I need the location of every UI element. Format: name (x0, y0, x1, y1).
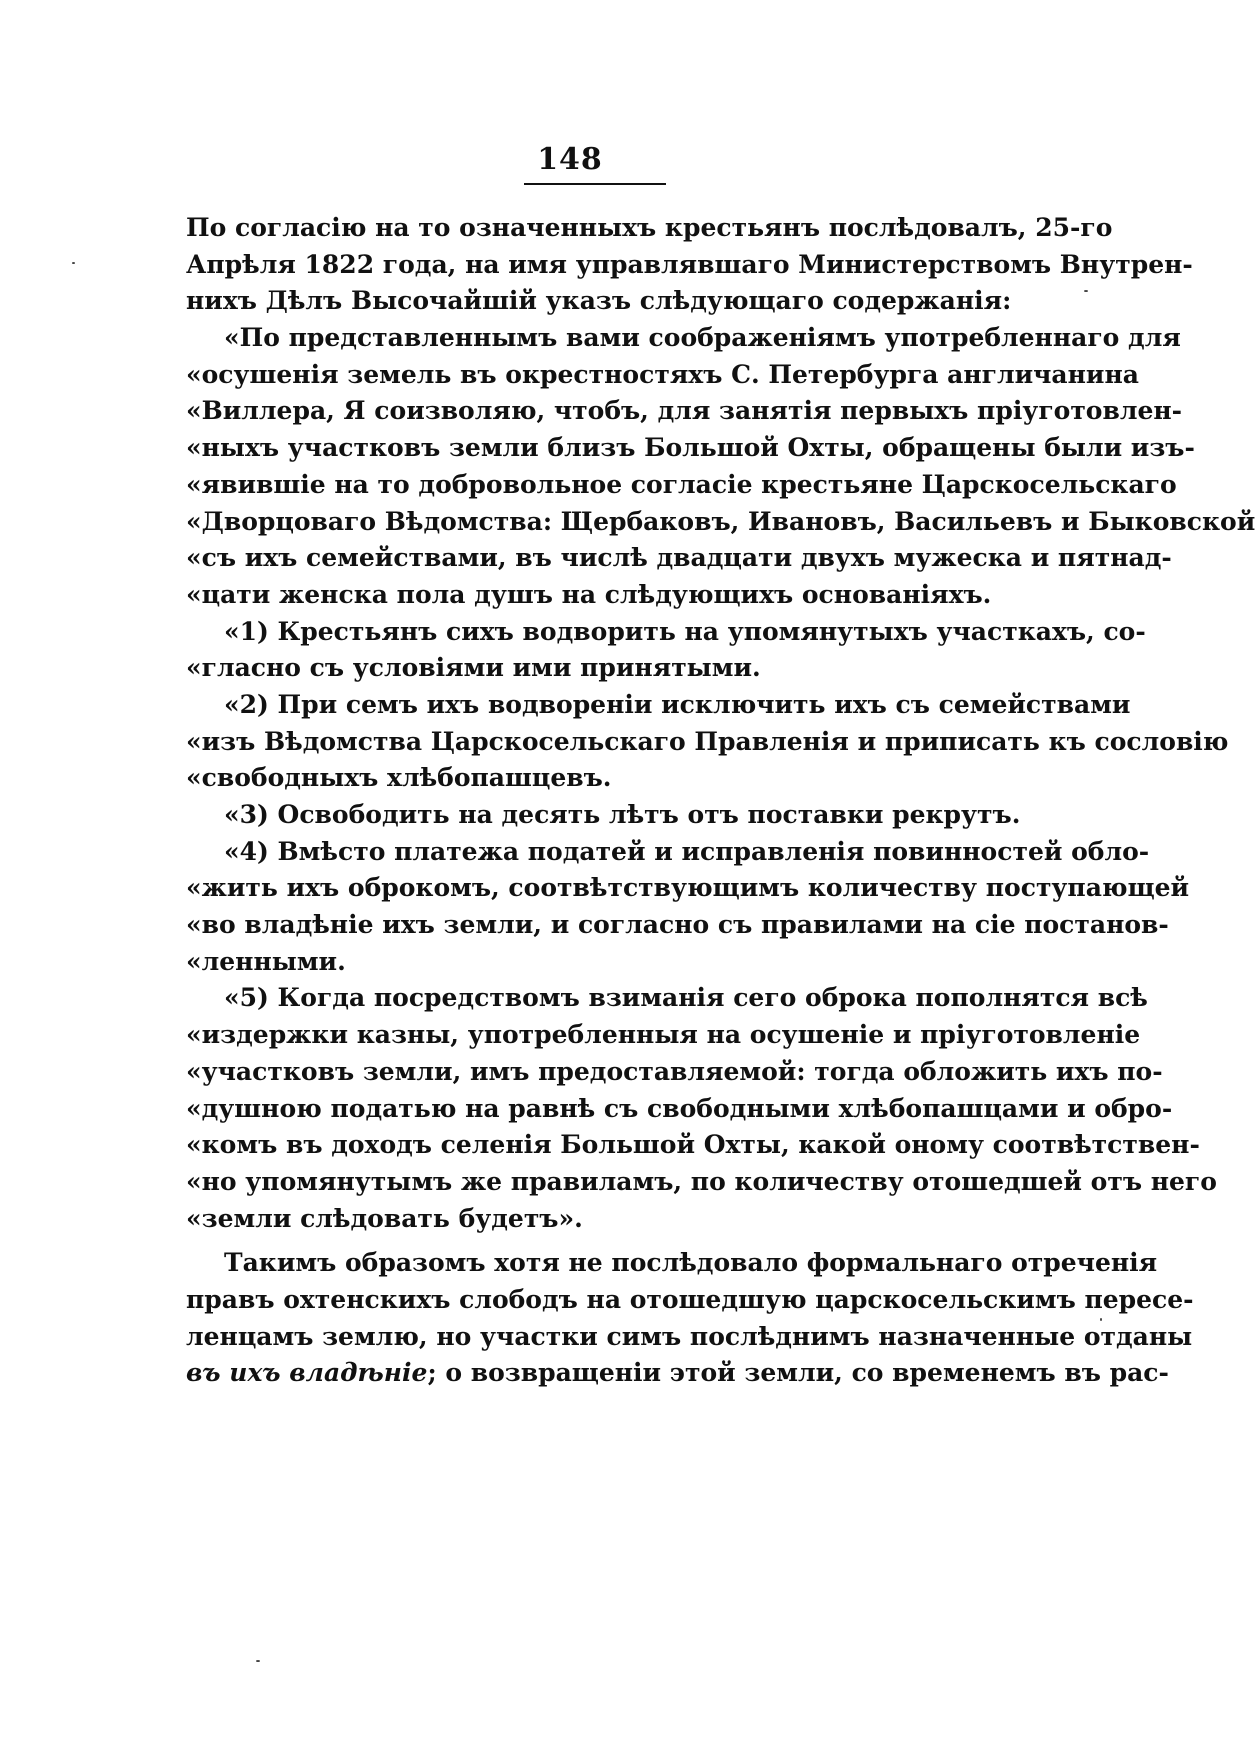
body-text (186, 210, 1255, 1392)
text-line: Апрѣля 1822 года, на имя управлявшаго Министерствомъ Внутрен- (186, 249, 1193, 279)
scan-speck (1084, 290, 1088, 292)
page-number: 148 (537, 142, 603, 177)
text-line: «цати женска пола душъ на слѣдующихъ основаніяхъ. (186, 579, 992, 609)
text-line: «комъ въ доходъ селенія Большой Охты, какой оному соотвѣтствен- (186, 1130, 1200, 1160)
final-line-rest: ; о возвращеніи этой земли, со временемъ въ рас- (427, 1358, 1169, 1388)
scan-speck (1100, 1318, 1102, 1321)
scan-speck (256, 1660, 260, 1662)
text-line: По согласію на то означенныхъ крестьянъ послѣдовалъ, 25-го (186, 213, 1113, 242)
scan-speck (72, 262, 75, 264)
text-line: «4) Вмѣсто платежа податей и исправленія повинностей обло- (224, 836, 1150, 866)
text-line: «душною податью на равнѣ съ свободными хлѣбопашцами и обро- (186, 1093, 1173, 1123)
text-line: «По представленнымъ вами соображеніямъ употребленнаго для (224, 323, 1181, 353)
text-line: «но упомянутымъ же правиламъ, по количеству отошедшей отъ него (186, 1166, 1217, 1196)
text-line: «явившіе на то добровольное согласіе крестьяне Царскосельскаго (186, 469, 1177, 499)
text-line: «гласно съ условіями ими принятыми. (186, 653, 761, 683)
text-line-final (186, 1355, 1169, 1392)
text-line: «съ ихъ семействами, въ числѣ двадцати двухъ мужеска и пятнад- (186, 543, 1172, 573)
text-line: «3) Освободить на десять лѣтъ отъ поставки рекрутъ. (224, 800, 1021, 829)
text-line: «ныхъ участковъ земли близъ Большой Охты, обращены были изъ- (186, 433, 1195, 463)
text-line: Такимъ образомъ хотя не послѣдовало формальнаго отреченія (224, 1248, 1158, 1278)
text-line: «осушенія земель въ окрестностяхъ С. Петербурга англичанина (186, 359, 1139, 389)
text-line: ленцамъ землю, но участки симъ послѣднимъ назначенные отданы (186, 1321, 1193, 1351)
italic-phrase: въ ихъ владѣніе (186, 1358, 428, 1388)
text-line: «участковъ земли, имъ предоставляемой: тогда обложить ихъ по- (186, 1056, 1163, 1086)
text-line: «ленными. (186, 946, 346, 976)
text-line: «издержки казны, употребленныя на осушеніе и пріуготовленіе (186, 1020, 1141, 1050)
text-line: «1) Крестьянъ сихъ водворить на упомянутыхъ участкахъ, со- (224, 616, 1146, 646)
text-line: «земли слѣдовать будетъ». (186, 1203, 583, 1233)
text-line: «2) При семъ ихъ водвореніи исключить ихъ съ семействами (224, 689, 1131, 719)
header-rule (524, 183, 666, 185)
text-line: правъ охтенскихъ слободъ на отошедшую царскосельскимъ пересе- (186, 1284, 1194, 1314)
text-line: нихъ Дѣлъ Высочайшій указъ слѣдующаго содержанія: (186, 286, 1012, 316)
text-line: «изъ Вѣдомства Царскосельскаго Правленія и приписать къ сословію (186, 726, 1229, 756)
text-line: «свободныхъ хлѣбопашцевъ. (186, 763, 612, 793)
text-line: «5) Когда посредствомъ взиманія сего оброка пополнятся всѣ (224, 983, 1148, 1013)
text-line: «Виллера, Я соизволяю, чтобъ, для занятія первыхъ пріуготовлен- (186, 396, 1183, 426)
text-line: «жить ихъ оброкомъ, соотвѣтствующимъ количеству поступающей (186, 873, 1190, 903)
text-line: «во владѣніе ихъ земли, и согласно съ правилами на сіе постанов- (186, 910, 1169, 940)
text-line: «Дворцоваго Вѣдомства: Щербаковъ, Ивановъ, Васильевъ и Быковской (186, 506, 1255, 536)
